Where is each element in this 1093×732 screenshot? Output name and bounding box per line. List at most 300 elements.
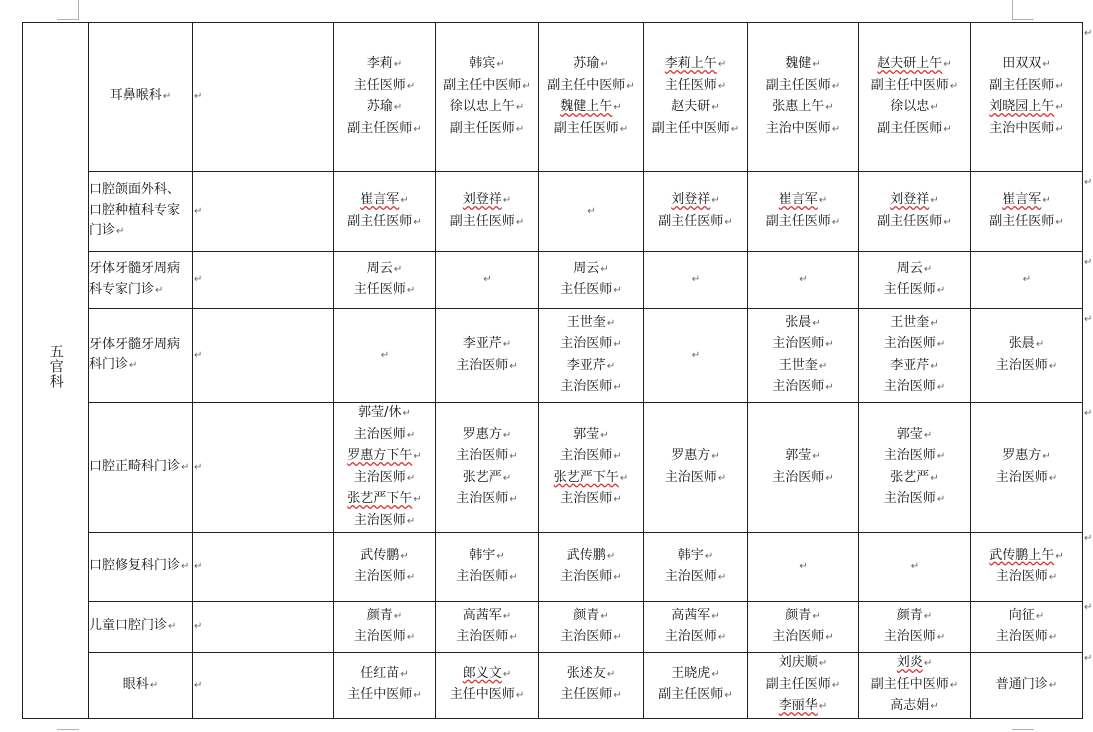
cell-text: 主任医师 xyxy=(353,282,406,297)
doctor-title xyxy=(334,212,435,234)
doctor-title xyxy=(644,685,747,707)
cell-text: 崔言军 xyxy=(778,192,818,207)
paragraph-mark: ↵ xyxy=(930,317,939,329)
doctor-name xyxy=(539,664,643,686)
cell-text: 主治医师 xyxy=(995,629,1048,644)
paragraph-mark: ↵ xyxy=(406,632,416,643)
doctor-name xyxy=(436,54,538,76)
cell-text: 崔言军 xyxy=(1002,192,1042,207)
paragraph-mark: ↵ xyxy=(515,102,525,113)
schedule-cell xyxy=(334,403,436,533)
paragraph-mark: ↵ xyxy=(483,274,492,286)
doctor-title xyxy=(748,377,858,399)
paragraph-mark: ↵ xyxy=(1055,216,1064,228)
cell-text: 主治医师 xyxy=(560,569,613,584)
paragraph-mark: ↵ xyxy=(406,285,416,296)
paragraph-mark: ↵ xyxy=(943,59,952,70)
cell-text: 任红苗 xyxy=(360,665,400,681)
paragraph-mark: ↵ xyxy=(1055,123,1064,135)
cell-text: 主治中医师 xyxy=(765,120,831,136)
cell-text: 主治医师 xyxy=(560,379,613,394)
paragraph-mark: ↵ xyxy=(1048,360,1058,372)
doctor-name xyxy=(644,546,747,568)
doctor-title xyxy=(334,119,435,141)
schedule-cell xyxy=(748,602,859,653)
clinic-name-cell xyxy=(89,403,193,533)
doctor-title xyxy=(539,627,643,649)
schedule-cell xyxy=(859,602,971,653)
doctor-title xyxy=(644,76,747,98)
doctor-name xyxy=(334,259,435,281)
table-row xyxy=(23,309,1083,403)
paragraph-mark: ↵ xyxy=(413,690,422,702)
schedule-cell xyxy=(334,533,436,602)
paragraph-mark: ↵ xyxy=(400,195,409,206)
paragraph-mark: ↵ xyxy=(181,561,190,573)
doctor-name xyxy=(334,446,435,468)
cell-text: 主任中医师 xyxy=(449,687,515,703)
paragraph-mark: ↵ xyxy=(413,451,422,462)
paragraph-mark: ↵ xyxy=(194,349,203,361)
paragraph-mark: ↵ xyxy=(502,195,512,206)
doctor-name xyxy=(644,190,747,212)
paragraph-mark: ↵ xyxy=(825,472,834,484)
paragraph-mark: ↵ xyxy=(923,658,933,669)
schedule-cell xyxy=(436,23,539,172)
doctor-name xyxy=(971,190,1082,212)
schedule-cell xyxy=(644,403,748,533)
cell-text: 颜青 xyxy=(366,607,393,623)
paragraph-mark: ↵ xyxy=(1042,451,1051,462)
paragraph-mark: ↵ xyxy=(818,360,828,372)
table-row xyxy=(23,602,1083,653)
clinic-name: 牙体牙髓牙周病科专家门诊 xyxy=(89,261,181,297)
paragraph-mark: ↵ xyxy=(522,80,531,92)
paragraph-mark: ↵ xyxy=(1035,610,1045,622)
paragraph-mark: ↵ xyxy=(825,102,834,113)
schedule-cell xyxy=(539,653,644,719)
schedule-cell xyxy=(971,602,1083,653)
schedule-cell xyxy=(971,172,1083,252)
doctor-title xyxy=(971,212,1082,234)
paragraph-mark: ↵ xyxy=(600,610,609,622)
doctor-title xyxy=(334,567,435,589)
cell-text: 主治医师 xyxy=(560,448,613,463)
doctor-title xyxy=(971,76,1082,98)
cell-text: 苏瑜 xyxy=(366,99,393,114)
schedule-body xyxy=(23,23,1083,719)
paragraph-mark: ↵ xyxy=(831,679,841,691)
paragraph-mark: ↵ xyxy=(502,339,512,350)
cell-text: 颜青 xyxy=(785,607,812,623)
doctor-title xyxy=(859,76,970,98)
cell-text: 副主任医师 xyxy=(449,120,515,136)
schedule-cell xyxy=(859,403,971,533)
cell-text: 副主任医师 xyxy=(449,213,515,229)
paragraph-mark: ↵ xyxy=(943,216,952,228)
doctor-title xyxy=(644,212,747,234)
paragraph-mark: ↵ xyxy=(606,668,616,680)
doctor-name xyxy=(748,446,858,468)
cell-text: 主治医师 xyxy=(353,469,406,485)
cell-text: 王世奎 xyxy=(890,314,930,330)
cell-text: 副主任中医师 xyxy=(870,676,949,692)
row-end-mark: ↵ xyxy=(1084,602,1093,613)
cell-text: 徐以忠 xyxy=(890,99,930,114)
doctor-name xyxy=(334,546,435,568)
paragraph-mark: ↵ xyxy=(936,339,946,350)
paragraph-mark: ↵ xyxy=(711,668,720,680)
cell-text: 主治医师 xyxy=(883,629,936,644)
cell-text: 罗惠方 xyxy=(462,426,502,442)
cell-text: 副主任中医师 xyxy=(651,120,730,136)
clinic-name: 眼科 xyxy=(122,676,149,692)
doctor-title xyxy=(748,119,858,141)
cell-text: 周云 xyxy=(366,260,393,276)
schedule-cell xyxy=(859,653,971,719)
doctor-name xyxy=(436,546,538,568)
doctor-title xyxy=(859,489,970,511)
doctor-title xyxy=(334,627,435,649)
doctor-name xyxy=(436,334,538,356)
cell-text: 郭莹 xyxy=(785,448,812,463)
schedule-cell xyxy=(436,403,539,533)
schedule-cell xyxy=(334,653,436,719)
doctor-name xyxy=(748,606,858,628)
empty-cell xyxy=(193,252,334,309)
cell-text: 刘晓园上午 xyxy=(989,99,1055,114)
row-end-mark: ↵ xyxy=(1084,314,1093,325)
schedule-cell xyxy=(539,309,644,403)
cell-text: 主治医师 xyxy=(995,357,1048,373)
cell-text: 韩宾 xyxy=(469,56,496,71)
cell-text: 韩宇 xyxy=(677,547,704,563)
cell-text: 徐以忠上午 xyxy=(449,99,515,114)
empty-cell xyxy=(193,309,334,403)
doctor-title xyxy=(539,119,643,141)
paragraph-mark: ↵ xyxy=(818,658,828,669)
doctor-title xyxy=(748,212,858,234)
cell-text: 主治医师 xyxy=(560,336,613,351)
doctor-name xyxy=(859,653,970,675)
doctor-name xyxy=(539,468,643,490)
cell-text: 副主任中医师 xyxy=(870,77,949,93)
paragraph-mark: ↵ xyxy=(1055,80,1064,92)
schedule-cell xyxy=(539,172,644,252)
cell-text: 田双双 xyxy=(1002,56,1042,71)
paragraph-mark: ↵ xyxy=(613,382,622,393)
paragraph-mark: ↵ xyxy=(149,679,159,691)
schedule-cell xyxy=(539,23,644,172)
cell-text: 刘炎 xyxy=(896,655,923,670)
doctor-title xyxy=(539,76,643,98)
doctor-name xyxy=(644,664,747,686)
paragraph-mark: ↵ xyxy=(717,472,727,484)
paragraph-mark: ↵ xyxy=(606,360,616,372)
doctor-name xyxy=(971,334,1082,356)
doctor-name xyxy=(539,54,643,76)
paragraph-mark: ↵ xyxy=(496,59,505,70)
cell-text: 主任医师 xyxy=(560,687,613,703)
paragraph-mark: ↵ xyxy=(168,621,177,633)
table-row xyxy=(23,23,1083,172)
table-row xyxy=(23,533,1083,602)
doctor-title xyxy=(539,685,643,707)
paragraph-mark: ↵ xyxy=(910,561,920,573)
cell-text: 副主任医师 xyxy=(553,120,619,136)
schedule-cell xyxy=(644,172,748,252)
cell-text: 武传鹏 xyxy=(566,547,606,563)
cell-text: 罗惠方下午 xyxy=(347,448,413,463)
paragraph-mark: ↵ xyxy=(502,668,512,680)
clinic-name-cell xyxy=(89,533,193,602)
doctor-title xyxy=(539,489,643,511)
doctor-name xyxy=(539,425,643,447)
cell-text: 赵夫研上午 xyxy=(877,56,943,71)
doctor-name xyxy=(748,696,858,718)
empty-cell xyxy=(193,403,334,533)
doctor-name xyxy=(539,97,643,119)
crop-mark-bottom-left-h xyxy=(57,729,79,730)
schedule-cell xyxy=(859,252,971,309)
paragraph-mark: ↵ xyxy=(194,621,203,633)
doctor-title xyxy=(436,489,538,511)
cell-text: 向征 xyxy=(1008,607,1035,623)
doctor-name xyxy=(971,675,1082,697)
paragraph-mark: ↵ xyxy=(730,123,740,135)
cell-text: 主治中医师 xyxy=(989,120,1055,136)
cell-text: 副主任医师 xyxy=(989,77,1055,93)
paragraph-mark: ↵ xyxy=(393,59,403,70)
doctor-name xyxy=(859,190,970,212)
paragraph-mark: ↵ xyxy=(509,632,518,643)
cell-text: 张述友 xyxy=(566,665,606,681)
paragraph-mark: ↵ xyxy=(413,494,422,505)
doctor-title xyxy=(859,627,970,649)
doctor-name xyxy=(748,54,858,76)
paragraph-mark: ↵ xyxy=(831,123,841,135)
cell-text: 副主任医师 xyxy=(658,687,724,703)
doctor-title xyxy=(748,76,858,98)
cell-text: 副主任医师 xyxy=(877,120,943,136)
schedule-cell xyxy=(748,172,859,252)
schedule-cell xyxy=(539,602,644,653)
paragraph-mark: ↵ xyxy=(515,123,525,135)
paragraph-mark: ↵ xyxy=(613,494,622,505)
schedule-cell xyxy=(436,252,539,309)
cell-text: 张艺严下午 xyxy=(553,469,619,485)
cell-text: 主任中医师 xyxy=(347,687,413,703)
cell-text: 李亚芹 xyxy=(462,336,502,351)
paragraph-mark: ↵ xyxy=(413,216,422,228)
cell-text: 普通门诊 xyxy=(995,676,1048,692)
schedule-cell xyxy=(971,23,1083,172)
paragraph-mark: ↵ xyxy=(600,263,609,275)
doctor-title xyxy=(971,627,1082,649)
paragraph-mark: ↵ xyxy=(194,274,203,286)
paragraph-mark: ↵ xyxy=(413,123,422,135)
doctor-name xyxy=(859,425,970,447)
crop-mark-top-left-v xyxy=(78,0,79,20)
empty-cell xyxy=(193,172,334,252)
paragraph-mark: ↵ xyxy=(619,472,629,484)
schedule-cell xyxy=(436,533,539,602)
schedule-cell xyxy=(748,309,859,403)
clinic-name-cell xyxy=(89,653,193,719)
cell-text: 刘登祥 xyxy=(462,192,502,207)
clinic-name: 耳鼻喉科 xyxy=(109,88,162,104)
schedule-cell xyxy=(334,172,436,252)
crop-mark-top-right-v xyxy=(1012,0,1013,20)
doctor-name xyxy=(971,606,1082,628)
paragraph-mark: ↵ xyxy=(613,632,622,643)
row-end-mark: ↵ xyxy=(1084,257,1093,268)
paragraph-mark: ↵ xyxy=(936,632,946,643)
cell-text: 副主任医师 xyxy=(765,676,831,692)
doctor-name xyxy=(539,313,643,335)
paragraph-mark: ↵ xyxy=(600,59,609,70)
paragraph-mark: ↵ xyxy=(162,91,172,103)
doctor-name xyxy=(859,468,970,490)
paragraph-mark: ↵ xyxy=(129,360,138,371)
cell-text: 周云 xyxy=(896,260,923,276)
doctor-title xyxy=(644,119,747,141)
paragraph-mark: ↵ xyxy=(1042,195,1051,206)
cell-text: 副主任医师 xyxy=(877,213,943,229)
paragraph-mark: ↵ xyxy=(717,572,727,583)
doctor-title xyxy=(436,76,538,98)
cell-text: 主治医师 xyxy=(883,379,936,394)
cell-text: 主治医师 xyxy=(456,629,509,644)
paragraph-mark: ↵ xyxy=(724,216,733,228)
paragraph-mark: ↵ xyxy=(923,263,933,275)
doctor-title xyxy=(971,567,1082,589)
schedule-cell xyxy=(748,23,859,172)
cell-text: 张艺严 xyxy=(890,469,930,485)
doctor-title xyxy=(644,468,747,490)
schedule-cell xyxy=(971,252,1083,309)
paragraph-mark: ↵ xyxy=(1055,102,1064,113)
paragraph-mark: ↵ xyxy=(825,339,834,350)
cell-text: 高志娟 xyxy=(890,698,930,713)
doctor-name xyxy=(971,54,1082,76)
paragraph-mark: ↵ xyxy=(194,561,203,573)
doctor-title xyxy=(334,511,435,533)
cell-text: 周云 xyxy=(573,260,600,276)
department-cell xyxy=(23,23,89,719)
paragraph-mark: ↵ xyxy=(818,195,828,206)
schedule-cell xyxy=(748,252,859,309)
clinic-name-cell xyxy=(89,309,193,403)
paragraph-mark: ↵ xyxy=(1048,572,1058,583)
cell-text: 副主任医师 xyxy=(989,213,1055,229)
cell-text: 王世奎 xyxy=(566,314,606,330)
schedule-cell xyxy=(859,172,971,252)
paragraph-mark: ↵ xyxy=(711,195,720,206)
clinic-name-cell xyxy=(89,252,193,309)
doctor-name xyxy=(334,190,435,212)
paragraph-mark: ↵ xyxy=(691,274,701,286)
cell-text: 主任医师 xyxy=(560,282,613,297)
schedule-cell xyxy=(539,403,644,533)
doctor-title xyxy=(436,119,538,141)
cell-text: 张惠上午 xyxy=(772,99,825,114)
doctor-name xyxy=(436,425,538,447)
cell-text: 主治医师 xyxy=(456,357,509,373)
cell-text: 罗惠方 xyxy=(671,448,711,463)
doctor-name xyxy=(971,446,1082,468)
paragraph-mark: ↵ xyxy=(406,515,416,527)
row-end-mark: ↵ xyxy=(1084,177,1093,188)
paragraph-mark: ↵ xyxy=(936,451,946,462)
doctor-name xyxy=(971,546,1082,568)
cell-text: 副主任医师 xyxy=(765,213,831,229)
paragraph-mark: ↵ xyxy=(812,610,821,622)
cell-text: 郎义文 xyxy=(462,665,502,681)
cell-text: 韩宇 xyxy=(469,547,496,563)
cell-text: 主治医师 xyxy=(560,629,613,644)
cell-text: 主治医师 xyxy=(456,491,509,506)
crop-mark-top-left-h xyxy=(57,19,79,20)
row-end-mark: ↵ xyxy=(1084,28,1093,39)
doctor-title xyxy=(334,425,435,447)
doctor-title xyxy=(334,280,435,302)
empty-cell xyxy=(193,533,334,602)
doctor-title xyxy=(748,627,858,649)
department-label: 五官科 xyxy=(47,344,64,389)
schedule-cell xyxy=(436,653,539,719)
doctor-name xyxy=(748,356,858,378)
cell-text: 主治医师 xyxy=(456,448,509,463)
doctor-name xyxy=(859,97,970,119)
cell-text: 武传鹏上午 xyxy=(989,547,1055,563)
paragraph-mark: ↵ xyxy=(1048,472,1058,484)
cell-text: 张晨 xyxy=(785,314,812,330)
paragraph-mark: ↵ xyxy=(194,461,203,473)
doctor-title xyxy=(859,280,970,302)
paragraph-mark: ↵ xyxy=(1022,274,1032,286)
doctor-title xyxy=(971,468,1082,490)
doctor-title xyxy=(859,334,970,356)
doctor-title xyxy=(644,567,747,589)
paragraph-mark: ↵ xyxy=(936,382,946,393)
doctor-title xyxy=(334,685,435,707)
doctor-title xyxy=(334,76,435,98)
clinic-name: 口腔修复科门诊 xyxy=(89,558,181,574)
paragraph-mark: ↵ xyxy=(406,572,416,583)
doctor-title xyxy=(971,119,1082,141)
doctor-name xyxy=(644,606,747,628)
paragraph-mark: ↵ xyxy=(1055,550,1064,562)
doctor-title xyxy=(436,627,538,649)
doctor-name xyxy=(859,356,970,378)
paragraph-mark: ↵ xyxy=(943,123,952,135)
schedule-cell xyxy=(748,403,859,533)
cell-text: 赵夫研 xyxy=(671,99,711,114)
paragraph-mark: ↵ xyxy=(930,102,939,113)
doctor-name xyxy=(334,403,435,425)
schedule-cell xyxy=(748,533,859,602)
paragraph-mark: ↵ xyxy=(711,610,720,622)
paragraph-mark: ↵ xyxy=(825,382,834,393)
schedule-cell xyxy=(644,23,748,172)
cell-text: 颜青 xyxy=(573,607,600,623)
schedule-cell xyxy=(334,309,436,403)
cell-text: 主任医师 xyxy=(883,282,936,297)
schedule-cell xyxy=(644,602,748,653)
schedule-cell xyxy=(859,309,971,403)
paragraph-mark: ↵ xyxy=(613,339,622,350)
